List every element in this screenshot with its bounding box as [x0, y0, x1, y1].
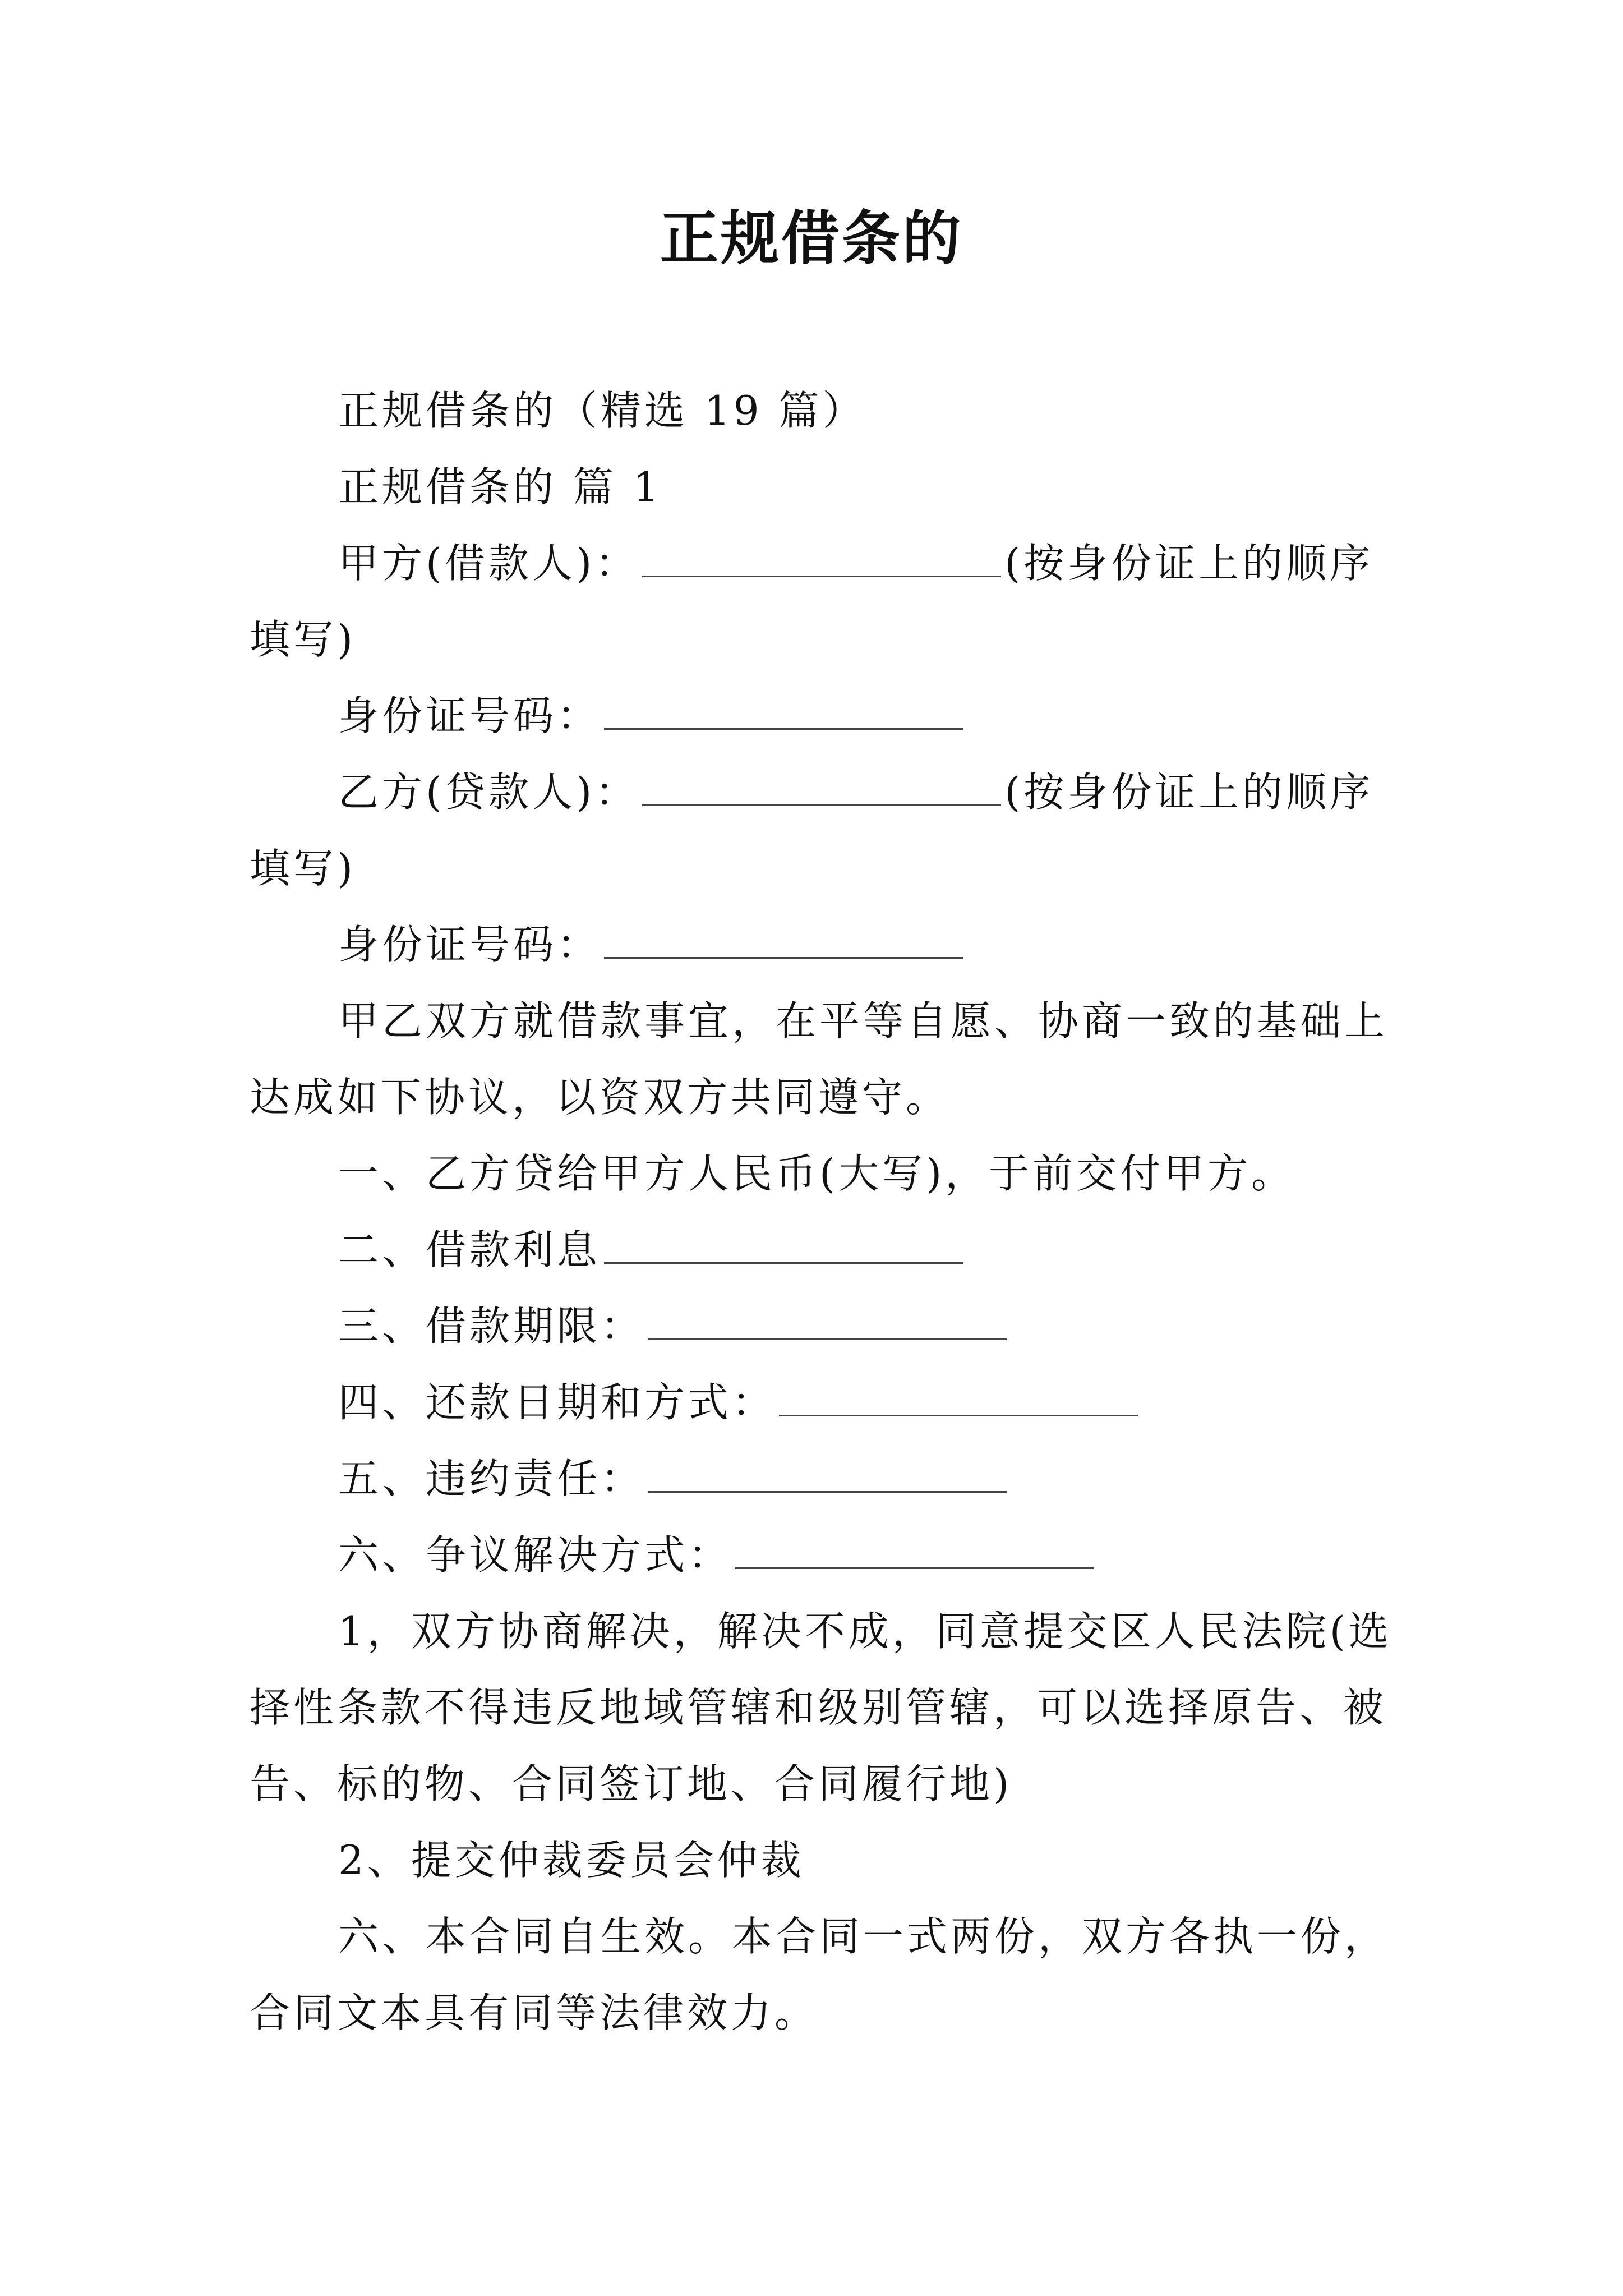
agreement-intro — [250, 983, 1394, 1135]
clause-5-text: 五、违约责任： — [338, 1455, 645, 1502]
section-heading-text: 正规借条的 篇 1 — [338, 463, 662, 510]
clause-6-text: 六、争议解决方式： — [338, 1531, 732, 1579]
clause-2-text: 二、借款利息 — [338, 1226, 601, 1273]
dispute-blank[interactable] — [735, 1534, 1094, 1569]
party-b-name-blank[interactable] — [642, 771, 1001, 806]
clause-2 — [250, 1212, 1394, 1288]
document-subtitle — [250, 372, 1394, 449]
clause-4 — [250, 1364, 1394, 1441]
party-b-label: 乙方(贷款人)： — [338, 769, 639, 816]
agreement-intro-text: 甲乙双方就借款事宜，在平等自愿、协商一致的基础上达成如下协议，以资双方共同遵守。 — [250, 997, 1389, 1121]
dispute-option-1-text: 1，双方协商解决，解决不成，同意提交区人民法院(选择性条款不得违反地域管辖和级别管辖，可以选择原告、被告、标的物、合同签订地、合同履行地) — [250, 1608, 1393, 1807]
document-body — [250, 372, 1394, 2051]
dispute-option-2 — [250, 1822, 1394, 1898]
subtitle-text: 正规借条的（精选 19 篇） — [338, 387, 866, 434]
party-b-line — [250, 754, 1394, 907]
clause-4-text: 四、还款日期和方式： — [338, 1379, 776, 1426]
party-a-note: (按身份证上的顺序填写) — [250, 540, 1374, 663]
clause-3 — [250, 1288, 1394, 1364]
clause-1-text: 一、乙方贷给甲方人民币(大写)，于前交付甲方。 — [338, 1150, 1295, 1197]
interest-blank[interactable] — [604, 1228, 963, 1264]
party-a-line — [250, 525, 1394, 678]
clause-effect — [250, 1898, 1394, 2051]
party-a-name-blank[interactable] — [642, 542, 1001, 577]
section-heading — [250, 449, 1394, 525]
clause-3-text: 三、借款期限： — [338, 1303, 645, 1350]
repayment-blank[interactable] — [779, 1381, 1138, 1416]
party-a-id-line — [250, 678, 1394, 754]
clause-effect-text: 六、本合同自生效。本合同一式两份，双方各执一份，合同文本具有同等法律效力。 — [250, 1913, 1389, 2036]
clause-5 — [250, 1441, 1394, 1517]
id-number-label-a: 身份证号码： — [338, 692, 601, 739]
term-blank[interactable] — [648, 1305, 1007, 1340]
dispute-option-2-text: 2、提交仲裁委员会仲裁 — [338, 1837, 805, 1884]
party-b-note: (按身份证上的顺序填写) — [250, 769, 1374, 892]
clause-1 — [250, 1135, 1394, 1212]
id-number-label-b: 身份证号码： — [338, 921, 601, 968]
liability-blank[interactable] — [648, 1457, 1007, 1493]
party-a-id-blank[interactable] — [604, 694, 963, 730]
dispute-option-1 — [250, 1593, 1394, 1822]
party-a-label: 甲方(借款人)： — [338, 540, 639, 587]
party-b-id-blank[interactable] — [604, 923, 963, 959]
document-title: 正规借条的 — [660, 204, 963, 273]
clause-6 — [250, 1517, 1394, 1593]
party-b-id-line — [250, 907, 1394, 983]
